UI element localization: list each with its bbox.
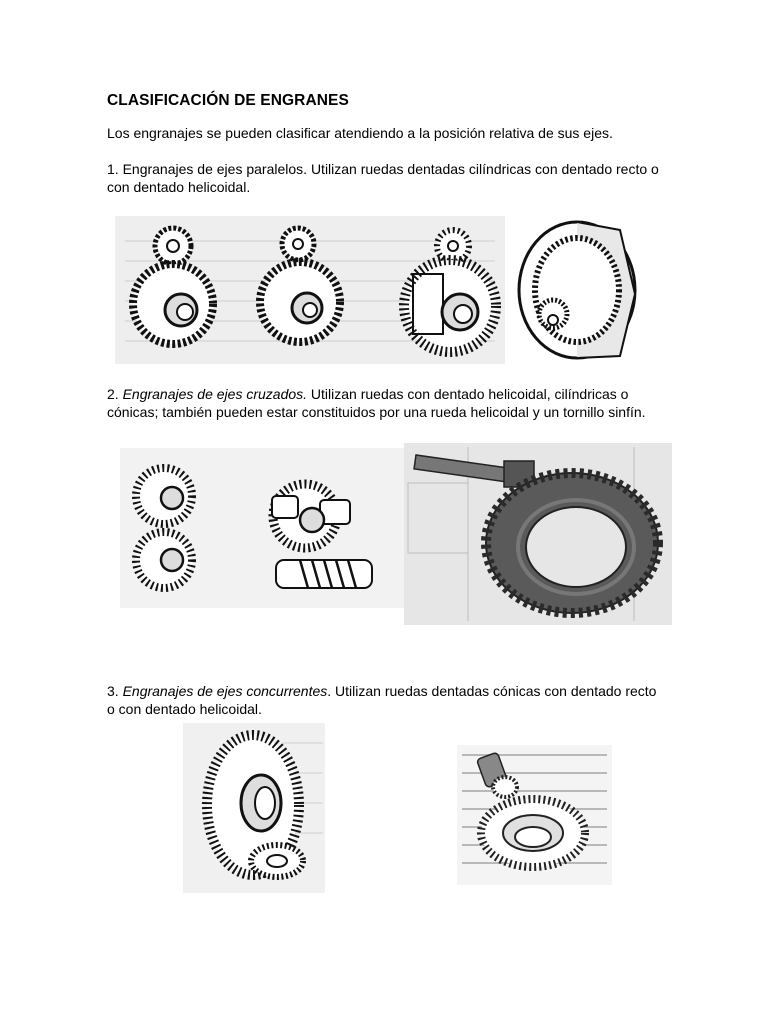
internal-ring-gear-icon [519, 222, 635, 358]
section-2-number: 2. [107, 386, 119, 402]
section-3-number: 3. [107, 683, 119, 699]
section-2-heading: Engranajes de ejes cruzados. [122, 386, 308, 402]
bevel-gear-small-icon [251, 845, 303, 877]
intro-paragraph: Los engranajes se pueden clasificar atendiendo a la posición relativa de sus ejes. [107, 125, 613, 141]
spiral-bevel-gears-figure [457, 745, 612, 885]
page-title: CLASIFICACIÓN DE ENGRANES [107, 92, 349, 109]
section-3-text: Utilizan ruedas dentadas cónicas con dentado recto o con dentado helicoidal. [107, 683, 657, 717]
parallel-axis-gears-figure [115, 216, 660, 364]
crossed-axis-gears-figure [120, 448, 410, 608]
section-2-text: Utilizan ruedas con dentado helicoidal, cilíndricas o cónicas; también pueden estar constituidos por una rueda helicoidal y un tornillo sinfín. [107, 386, 646, 420]
section-1-heading: Engranajes de ejes paralelos. [122, 161, 308, 177]
section-3-paragraph [107, 682, 667, 718]
hypoid-gear-photo [404, 443, 672, 625]
section-3-heading: Engranajes de ejes concurrentes [122, 683, 328, 699]
ring-gear-icon [486, 473, 658, 613]
section-1-number: 1. [107, 161, 119, 177]
section-1-paragraph [107, 160, 667, 196]
section-1-text: Utilizan ruedas dentadas cilíndricas con dentado recto o con dentado helicoidal. [107, 161, 659, 195]
spiral-bevel-ring-icon [481, 799, 585, 867]
section-2-paragraph [107, 385, 667, 421]
section-3-heading-period: . [327, 683, 332, 699]
bevel-gears-figure [183, 723, 325, 893]
